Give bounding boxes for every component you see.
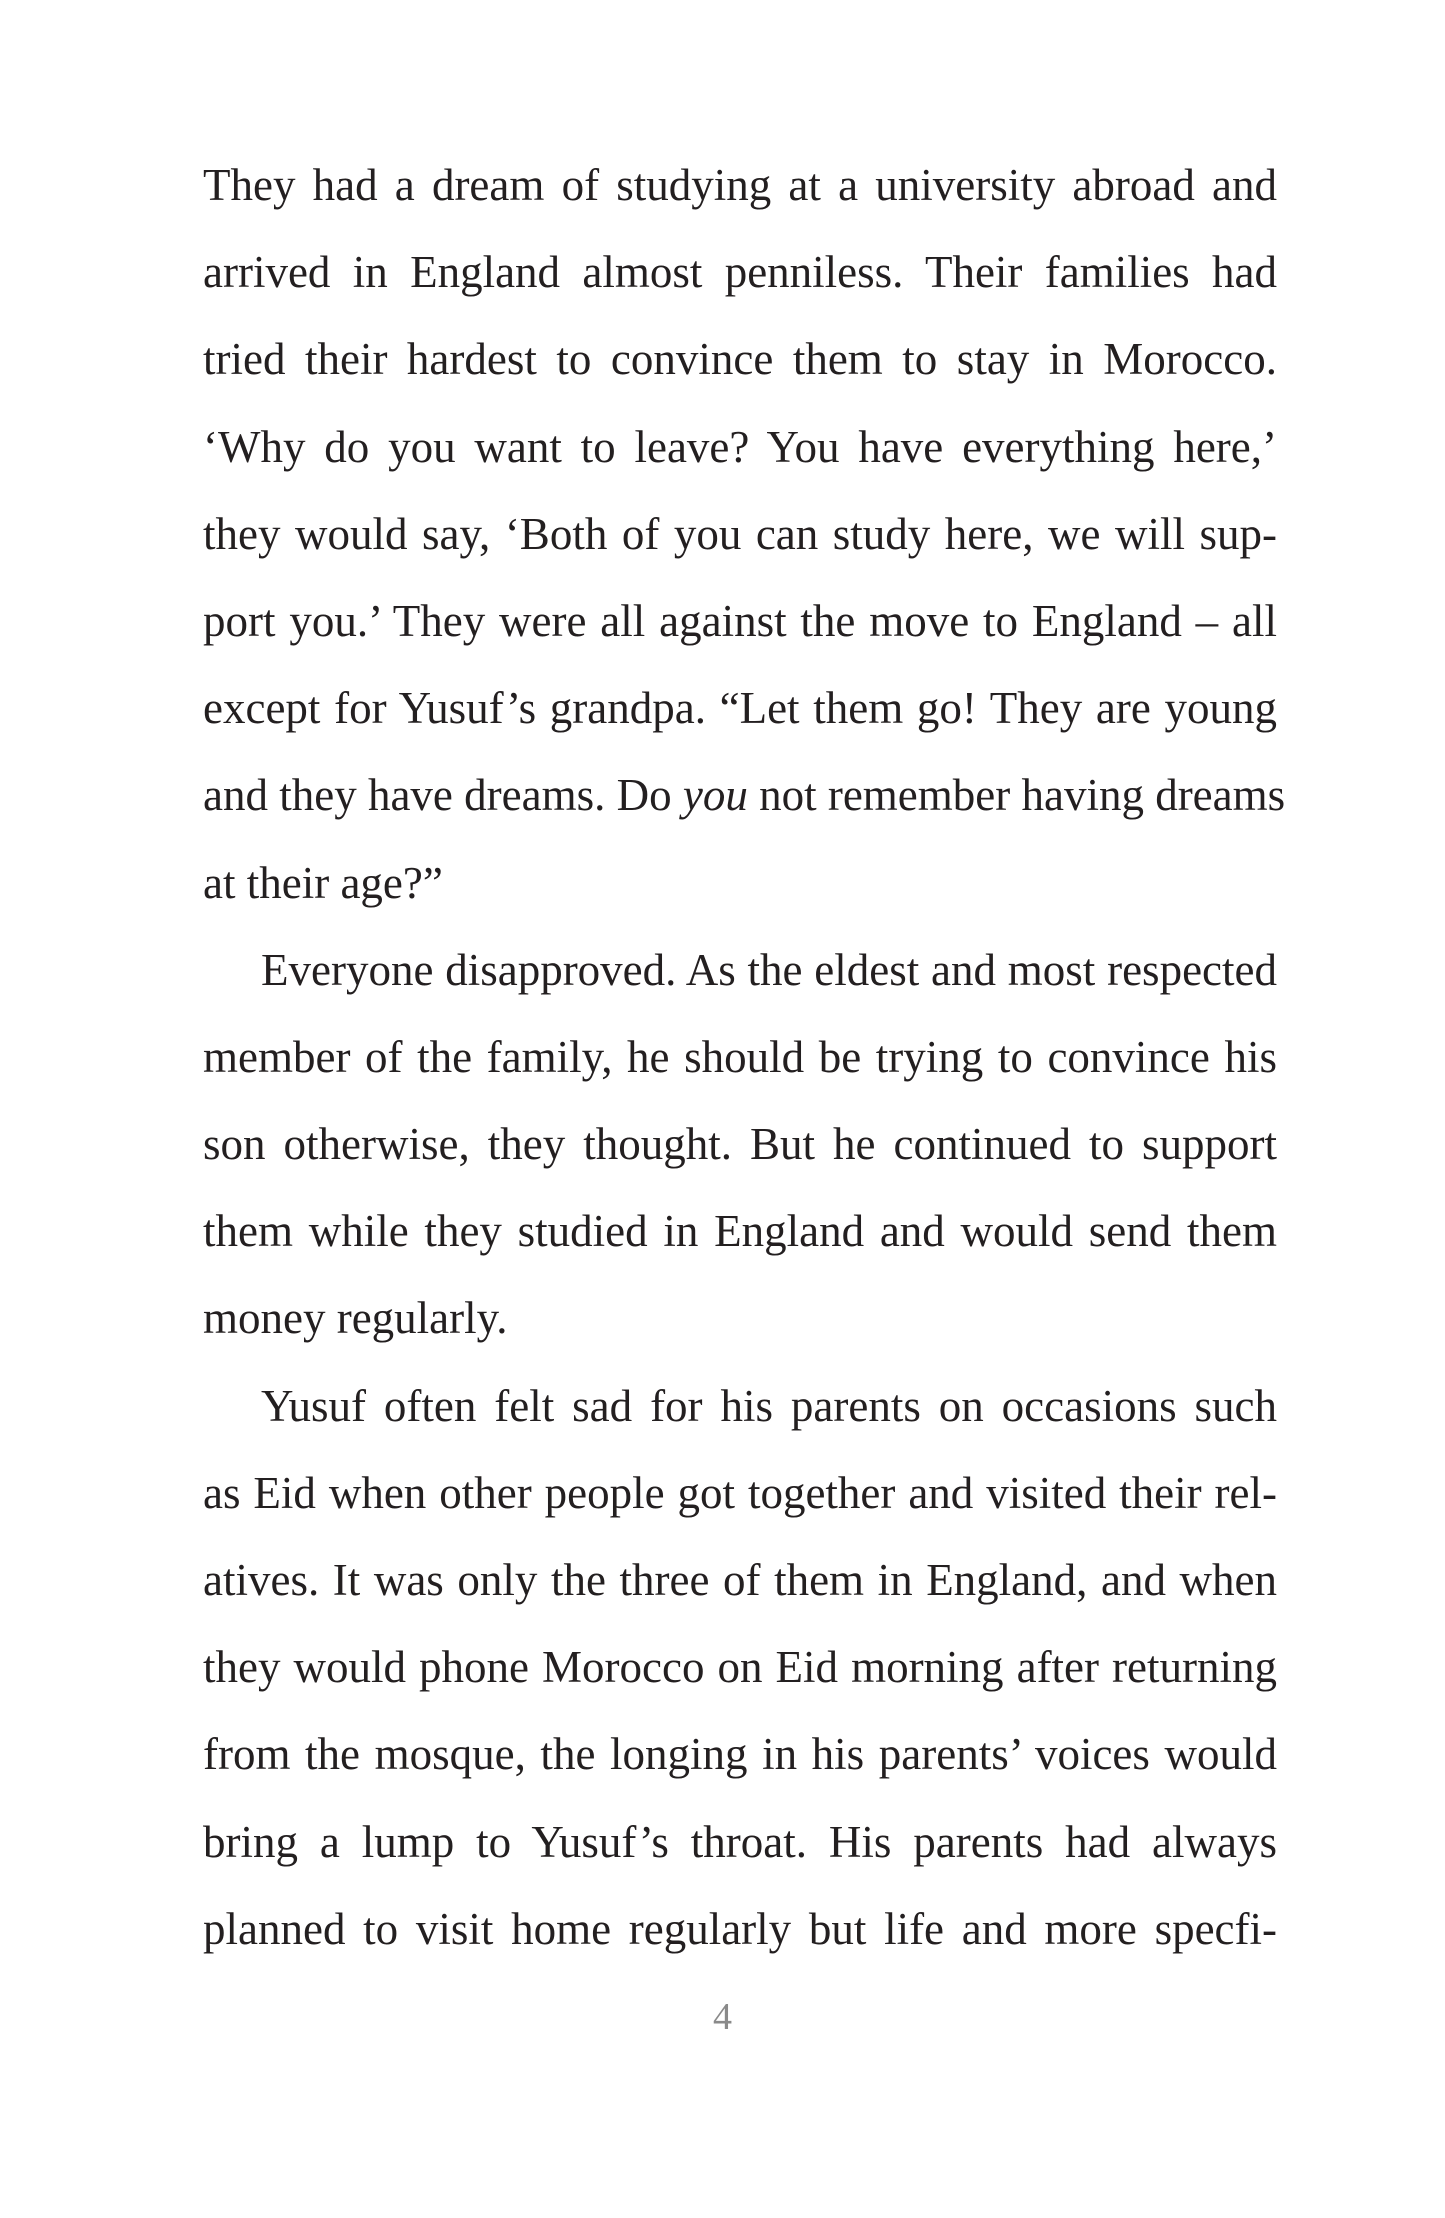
text-line: arrived in England almost penniless. Their families had — [203, 247, 1277, 298]
text-line: money regularly. — [203, 1293, 508, 1344]
text-line: them while they studied in England and would send them — [203, 1206, 1277, 1257]
text-line: son otherwise, they thought. But he continued to support — [203, 1119, 1277, 1170]
text-line: they would phone Morocco on Eid morning after returning — [203, 1642, 1277, 1693]
text-line: ‘Why do you want to leave? You have everything here,’ — [203, 421, 1277, 472]
emphasized-word: you — [682, 770, 748, 821]
text-line: at their age?” — [203, 857, 443, 908]
text-line: port you.’ They were all against the move to England – all — [203, 595, 1277, 646]
text-line: They had a dream of studying at a university abroad and — [203, 160, 1277, 210]
text-segment: not remember having dreams — [747, 770, 1286, 821]
text-line: from the mosque, the longing in his parents’ voices would — [203, 1729, 1277, 1780]
page-number: 4 — [713, 1996, 732, 2038]
text-line: planned to visit home regularly but life and more specfi- — [203, 1903, 1277, 1954]
text-line: bring a lump to Yusuf’s throat. His parents had always — [203, 1816, 1277, 1867]
text-segment: and they have dreams. Do — [203, 770, 683, 821]
text-line: member of the family, he should be trying to convince his — [203, 1031, 1277, 1082]
text-line-with-emphasis — [203, 760, 1286, 847]
text-line: atives. It was only the three of them in England, and when — [203, 1555, 1277, 1605]
text-line: tried their hardest to convince them to stay in Morocco. — [203, 334, 1277, 385]
text-line: except for Yusuf’s grandpa. “Let them go! They are young — [203, 683, 1277, 734]
text-line: Yusuf often felt sad for his parents on occasions such — [261, 1380, 1277, 1431]
text-line: as Eid when other people got together and visited their rel- — [203, 1467, 1277, 1518]
text-line: Everyone disapproved. As the eldest and most respected — [261, 944, 1277, 995]
text-line: they would say, ‘Both of you can study here, we will sup- — [203, 508, 1277, 559]
body-text — [203, 150, 1286, 1981]
